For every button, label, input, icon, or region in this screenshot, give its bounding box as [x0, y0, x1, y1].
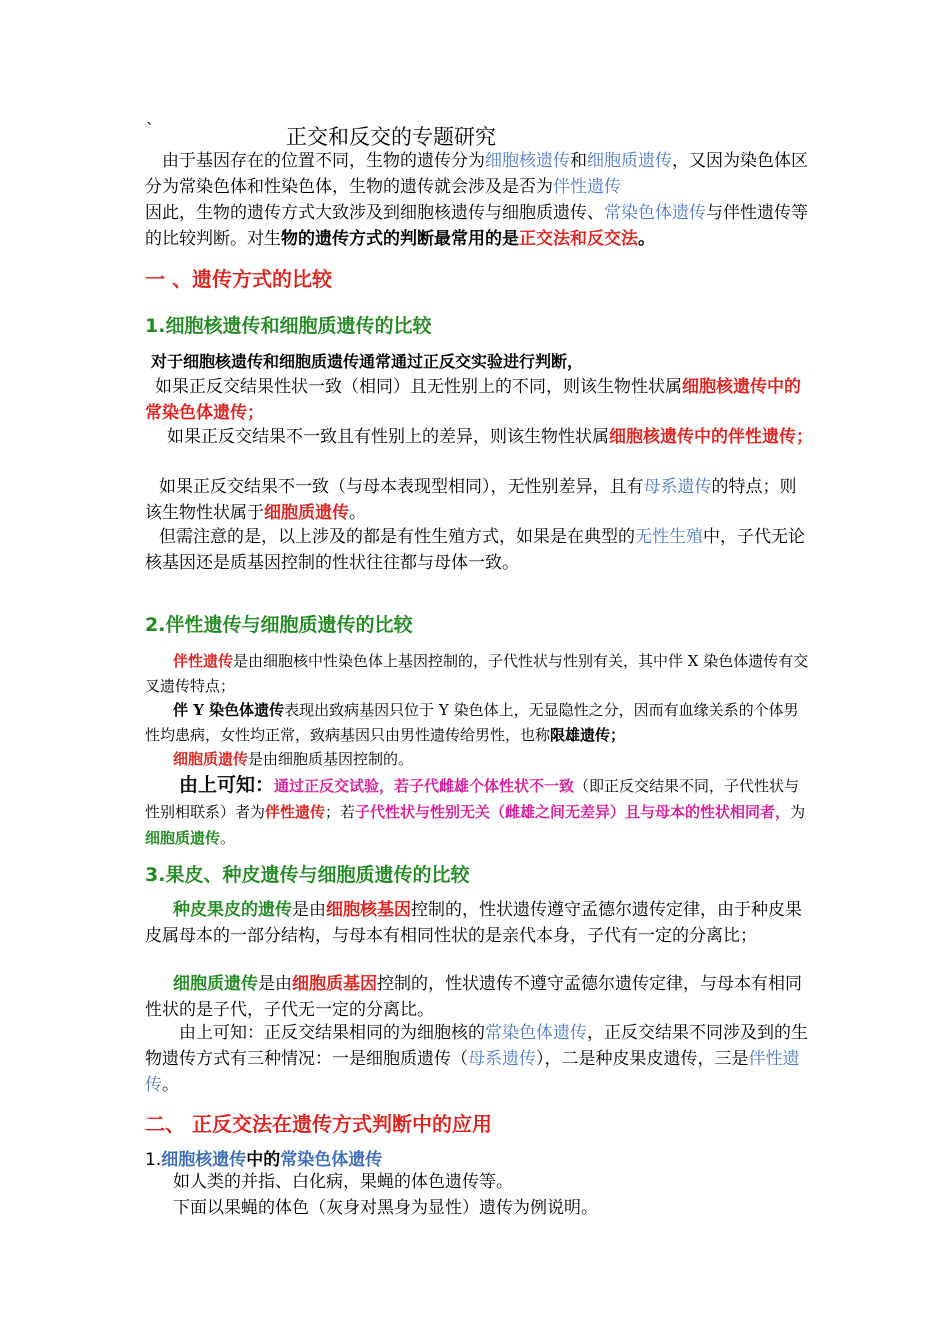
term-autosomal: 常染色体遗传: [604, 203, 706, 223]
subsection-1-1-lead: 对于细胞核遗传和细胞质遗传通常通过正反交实验进行判断，: [151, 352, 584, 371]
page-title: 正交和反交的专题研究: [286, 125, 496, 149]
term-reciprocal-cross: 正交法和反交法: [519, 229, 638, 249]
intro-paragraph-2: 因此，生物的遗传方式大致涉及到细胞核遗传与细胞质遗传、常染色体遗传与伴性遗传等的比较判断。对生物的遗传方式的判断最常用的是正交法和反交法。: [145, 203, 808, 249]
term-cytoplasmic-inheritance: 细胞质遗传: [587, 151, 672, 171]
section-1-heading: 一 、遗传方式的比较: [145, 267, 332, 291]
subsection-2-1-para-1: 如人类的并指、白化病，果蝇的体色遗传等。: [173, 1172, 513, 1192]
term-sex-linked: 伴性遗传: [553, 177, 621, 197]
subsection-1-1-heading: 1.细胞核遗传和细胞质遗传的比较: [145, 315, 432, 337]
subsection-1-1-para-2: 如果正反交结果不一致且有性别上的差异，则该生物性状属细胞核遗传中的伴性遗传；: [167, 427, 813, 447]
subsection-2-1-heading: 1.细胞核遗传中的常染色体遗传: [145, 1150, 383, 1170]
subsection-1-3-para-1: 种皮果皮的遗传是由细胞核基因控制的，性状遗传遵守孟德尔遗传定律，由于种皮果皮属母本的一部分结构，与母本有相同性状的是亲代本身，子代有一定的分离比；: [145, 900, 802, 946]
subsection-1-1-para-1: 如果正反交结果性状一致（相同）且无性别上的不同，则该生物性状属细胞核遗传中的常染色体遗传；: [145, 377, 801, 423]
subsection-1-3-heading: 3.果皮、种皮遗传与细胞质遗传的比较: [145, 864, 470, 886]
subsection-1-3-para-3: 由上可知：正反交结果相同的为细胞核的常染色体遗传，正反交结果不同涉及到的生物遗传方式有三种情况：一是细胞质遗传（母系遗传），二是种皮果皮遗传，三是伴性遗传。: [145, 1023, 808, 1095]
subsection-1-1-para-3: 如果正反交结果不一致（与母本表现型相同），无性别差异，且有母系遗传的特点；则该生物性状属于细胞质遗传。: [145, 477, 797, 523]
subsection-1-2-para-4: 由上可知：通过正反交试验，若子代雌雄个体性状不一致（即正反交结果不同，子代性状与性别相联系）者为伴性遗传；若子代性状与性别无关（雌雄之间无差异）且与母本的性状相同者，为细胞质遗传。: [145, 774, 806, 847]
subsection-1-1-para-4: 但需注意的是，以上涉及的都是有性生殖方式，如果是在典型的无性生殖中，子代无论核基因还是质基因控制的性状往往都与母体一致。: [145, 527, 805, 573]
subsection-1-2-heading: 2.伴性遗传与细胞质遗传的比较: [145, 614, 413, 636]
stray-mark: `: [146, 120, 154, 139]
intro-paragraph: 由于基因存在的位置不同，生物的遗传分为细胞核遗传和细胞质遗传，又因为染色体区分为常染色体和性染色体，生物的遗传就会涉及是否为伴性遗传: [145, 151, 808, 197]
subsection-2-1-para-2: 下面以果蝇的体色（灰身对黑身为显性）遗传为例说明。: [173, 1198, 598, 1218]
subsection-1-2-para-2: 伴 Y 染色体遗传表现出致病基因只位于 Y 染色体上，无显隐性之分，因而有血缘关系的个体男性均患病，女性均正常，致病基因只由男性遗传给男性，也称限雄遗传；: [145, 701, 799, 744]
subsection-1-2-para-3: 细胞质遗传是由细胞质基因控制的。: [173, 750, 414, 768]
section-2-heading: 二、 正反交法在遗传方式判断中的应用: [145, 1112, 492, 1136]
subsection-1-3-para-2: 细胞质遗传是由细胞质基因控制的，性状遗传不遵守孟德尔遗传定律，与母本有相同性状的是子代，子代无一定的分离比。: [145, 974, 802, 1020]
subsection-1-2-para-1: 伴性遗传是由细胞核中性染色体上基因控制的，子代性状与性别有关，其中伴 X 染色体遗传有交叉遗传特点；: [145, 652, 809, 695]
term-nuclear-inheritance: 细胞核遗传: [485, 151, 570, 171]
